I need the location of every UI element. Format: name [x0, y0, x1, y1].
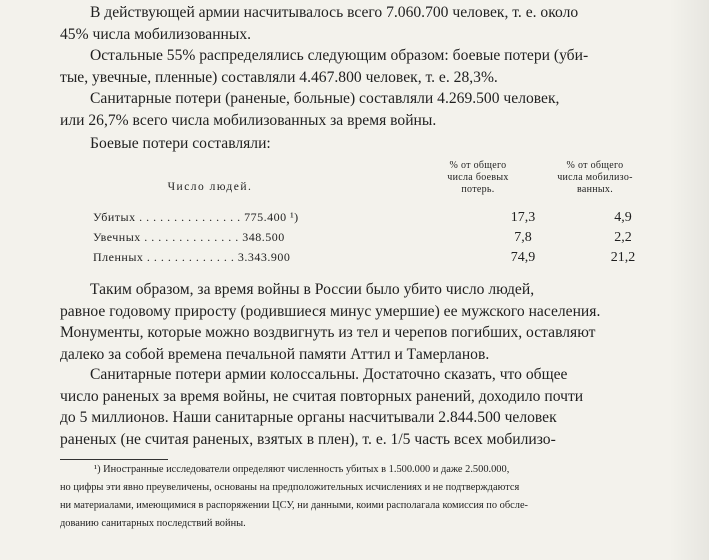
table-header-pct-losses	[433, 160, 523, 196]
paragraph-combat-losses-intro	[60, 133, 654, 155]
paragraph-army	[60, 2, 654, 45]
row-pct-losses: 17,3	[510, 210, 536, 225]
text-line: или 26,7% всего числа мобилизованных за время войны.	[60, 111, 437, 129]
text-line: Санитарные потери армии колоссальны. Достаточно сказать, что общее	[90, 366, 568, 383]
text-line: Боевые потери составляли:	[90, 135, 271, 152]
row-pct-mobilized: 21,2	[610, 250, 636, 265]
header-line: % от общего	[449, 160, 507, 171]
row-label: Убитых . . . . . . . . . . . . . . . 775.400 ¹)	[93, 210, 299, 224]
text-line: число раненых за время войны, не считая повторных ранений, доходило почти	[60, 387, 584, 405]
header-line: потерь.	[461, 184, 495, 195]
text-line: В действующей армии насчитывалось всего 7.060.700 человек, т. е. около	[90, 4, 579, 21]
text-line: тые, увечные, пленные) составляли 4.467.800 человек, т. е. 28,3%.	[60, 68, 498, 86]
table-row	[93, 230, 633, 248]
header-line: ванных.	[576, 184, 614, 195]
footnote-line: ¹) Иностранные исследователи определяют численность убитых в 1.500.000 и даже 2.500.000,	[94, 464, 510, 475]
header-line: числа мобилизо-	[557, 172, 633, 183]
footnote-divider	[60, 459, 168, 460]
row-label: Пленных . . . . . . . . . . . . . 3.343.900	[93, 250, 291, 264]
row-pct-losses: 74,9	[510, 250, 536, 265]
table-row	[93, 250, 636, 268]
paragraph-sanitary-losses	[60, 88, 654, 131]
text-line: Таким образом, за время войны в России было убито число людей,	[90, 281, 535, 298]
row-pct-mobilized: 4,9	[614, 210, 632, 225]
text-line: Санитарные потери (раненые, больные) составляли 4.269.500 человек,	[90, 90, 560, 107]
row-pct-losses: 7,8	[514, 230, 532, 245]
paragraph-losses-split	[60, 45, 654, 88]
row-label: Увечных . . . . . . . . . . . . . . 348.500	[93, 230, 285, 244]
table-header-pct-mobilized	[545, 160, 645, 196]
text-line: далеко за собой времена печальной памяти Аттил и Тамерланов.	[60, 345, 490, 363]
header-line: % от общего	[566, 160, 624, 171]
paragraph-wounded	[60, 364, 654, 450]
text-line: 45% числа мобилизованных.	[60, 25, 252, 43]
table-row	[93, 210, 633, 228]
header-line: числа боевых	[447, 172, 509, 183]
text-line: до 5 миллионов. Наши санитарные органы насчитывали 2.844.500 человек	[60, 409, 557, 426]
footnote-line: дованию санитарных последствий войны.	[60, 518, 246, 529]
text-line: равное годовому приросту (родившиеся минус умершие) ее мужского населения.	[60, 302, 601, 320]
footnote-line: но цифры эти явно преувеличены, основаны на предположительных исчислениях и не подтверждаются	[60, 482, 520, 493]
text-line: Монументы, которые можно воздвигнуть из тел и черепов погибших, оставляют	[60, 324, 596, 341]
text-line: раненых (не считая раненых, взятых в плен), т. е. 1/5 часть всех мобилизо-	[60, 430, 556, 448]
table-header-count: Число людей.	[167, 181, 253, 193]
paragraph-killed-summary	[60, 279, 654, 365]
row-pct-mobilized: 2,2	[614, 230, 632, 245]
text-line: Остальные 55% распределялись следующим образом: боевые потери (уби-	[90, 47, 589, 64]
footnote-line: ни материалами, имеющимися в распоряжении ЦСУ, ни данными, коими располагала комиссия по обсле-	[60, 500, 529, 511]
page-edge-shading	[669, 0, 709, 560]
